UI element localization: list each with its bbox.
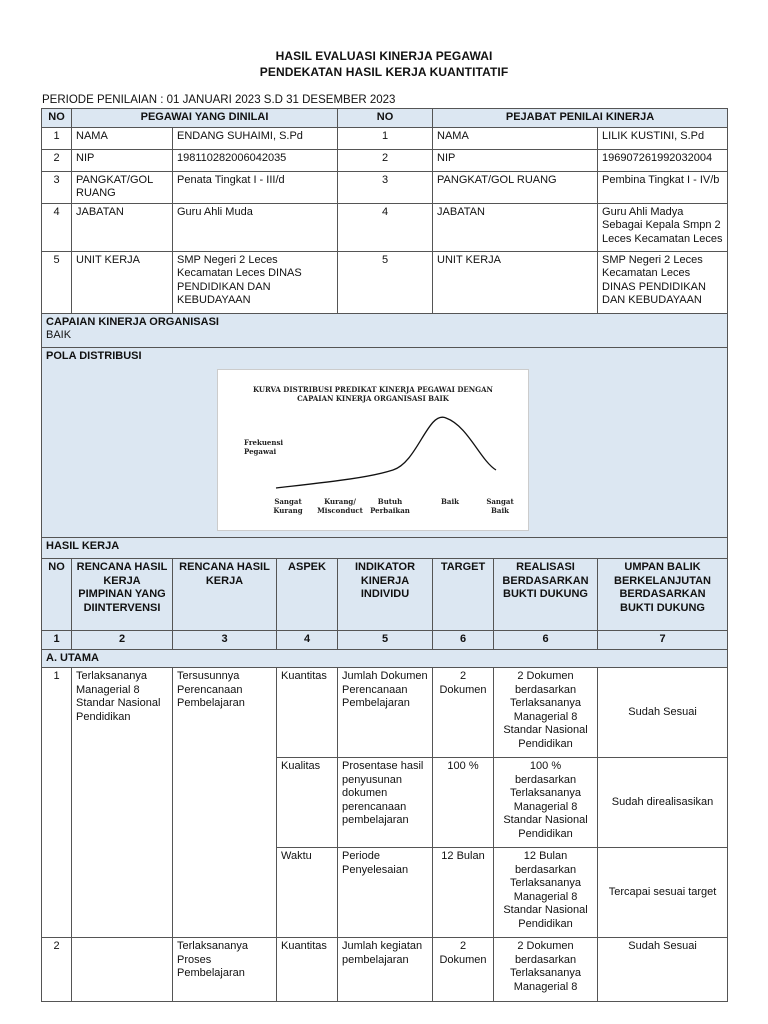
item-indikator: Jumlah kegiatan pembelajaran xyxy=(338,938,433,1002)
field-label: NAMA xyxy=(72,127,173,149)
pegawai-value: Guru Ahli Muda xyxy=(173,203,338,251)
item-umpan: Sudah direalisasikan xyxy=(598,758,728,848)
table-row xyxy=(42,938,728,1002)
section-a-row xyxy=(42,649,728,668)
col-rencana: RENCANA HASIL KERJA xyxy=(173,559,277,631)
item-realisasi: 2 Dokumen berdasarkan Terlaksananya Managerial 8 Standar Nasional Pendidikan xyxy=(494,668,598,758)
hasil-kerja-header-row xyxy=(42,559,728,631)
row-no: 3 xyxy=(42,171,72,203)
item-rencana: Tersusunnya Perencanaan Pembelajaran xyxy=(173,668,277,938)
capaian-cell xyxy=(42,313,728,347)
pegawai-value: Penata Tingkat I - III/d xyxy=(173,171,338,203)
x-tick-label: Sangat xyxy=(274,497,302,506)
row-no: 1 xyxy=(42,127,72,149)
col-pimpinan: RENCANA HASIL KERJA PIMPINAN YANG DIINTERVENSI xyxy=(72,559,173,631)
field-label: PANGKAT/GOL RUANG xyxy=(72,171,173,203)
capaian-row xyxy=(42,313,728,347)
distribution-curve xyxy=(276,417,496,488)
item-target: 100 % xyxy=(433,758,494,848)
col-no: NO xyxy=(42,559,72,631)
item-no: 2 xyxy=(42,938,72,1002)
x-tick-label: Kurang xyxy=(273,506,303,515)
item-aspek: Waktu xyxy=(277,848,338,938)
field-label-right: PANGKAT/GOL RUANG xyxy=(433,171,598,203)
period-text: PERIODE PENILAIAN : 01 JANUARI 2023 S.D 31 DESEMBER 2023 xyxy=(42,94,396,106)
distribution-chart xyxy=(217,369,529,531)
capaian-value: BAIK xyxy=(46,329,72,341)
x-tick-label: Butuh xyxy=(377,497,403,506)
col-aspek: ASPEK xyxy=(277,559,338,631)
pejabat-value: Guru Ahli Madya Sebagai Kepala Smpn 2 Leces Kecamatan Leces xyxy=(598,203,728,251)
item-aspek: Kuantitas xyxy=(277,938,338,1002)
row-no-right: 4 xyxy=(338,203,433,251)
x-tick-label: Baik xyxy=(491,506,509,515)
pola-cell xyxy=(42,347,728,538)
col-num: 7 xyxy=(598,631,728,650)
document-title: HASIL EVALUASI KINERJA PEGAWAI xyxy=(275,49,493,63)
col-realisasi: REALISASI BERDASARKAN BUKTI DUKUNG xyxy=(494,559,598,631)
pola-row xyxy=(42,347,728,538)
col-num: 4 xyxy=(277,631,338,650)
identity-row xyxy=(42,171,728,203)
item-pimpinan xyxy=(72,938,173,1002)
item-umpan: Sudah Sesuai xyxy=(598,938,728,1002)
y-axis-label: Frekuensi xyxy=(244,438,284,447)
row-no-right: 5 xyxy=(338,251,433,313)
row-no: 4 xyxy=(42,203,72,251)
field-label-right: UNIT KERJA xyxy=(433,251,598,313)
chart-title: KURVA DISTRIBUSI PREDIKAT KINERJA PEGAWAI DENGAN xyxy=(253,385,493,394)
item-target: 2 Dokumen xyxy=(433,668,494,758)
col-num: 3 xyxy=(173,631,277,650)
pegawai-value: ENDANG SUHAIMI, S.Pd xyxy=(173,127,338,149)
field-label-right: NIP xyxy=(433,149,598,171)
hasil-kerja-label: HASIL KERJA xyxy=(42,538,728,559)
col-num: 5 xyxy=(338,631,433,650)
row-no-right: 3 xyxy=(338,171,433,203)
item-pimpinan: Terlaksananya Managerial 8 Standar Nasional Pendidikan xyxy=(72,668,173,938)
x-tick-label: Sangat xyxy=(486,497,514,506)
y-axis-label: Pegawai xyxy=(244,447,277,456)
capaian-label: CAPAIAN KINERJA ORGANISASI xyxy=(46,315,219,328)
item-no: 1 xyxy=(42,668,72,938)
col-num: 6 xyxy=(494,631,598,650)
pejabat-value: 196907261992032004 xyxy=(598,149,728,171)
pegawai-value: SMP Negeri 2 Leces Kecamatan Leces DINAS PENDIDIKAN DAN KEBUDAYAAN xyxy=(173,251,338,313)
identity-header-row xyxy=(42,109,728,128)
item-umpan: Sudah Sesuai xyxy=(598,668,728,758)
item-indikator: Jumlah Dokumen Perencanaan Pembelajaran xyxy=(338,668,433,758)
item-realisasi: 2 Dokumen berdasarkan Terlaksananya Managerial 8 xyxy=(494,938,598,1002)
identity-row xyxy=(42,127,728,149)
pola-label: POLA DISTRIBUSI xyxy=(46,349,142,362)
row-no: 2 xyxy=(42,149,72,171)
item-realisasi: 12 Bulan berdasarkan Terlaksananya Managerial 8 Standar Nasional Pendidikan xyxy=(494,848,598,938)
item-aspek: Kualitas xyxy=(277,758,338,848)
section-a-label: A. UTAMA xyxy=(42,649,728,668)
row-no: 5 xyxy=(42,251,72,313)
hasil-kerja-row xyxy=(42,538,728,559)
x-tick-label: Kurang/ xyxy=(324,497,356,506)
pejabat-value: SMP Negeri 2 Leces Kecamatan Leces DINAS PENDIDIKAN DAN KEBUDAYAAN xyxy=(598,251,728,313)
identity-row xyxy=(42,149,728,171)
document-subtitle: PENDEKATAN HASIL KERJA KUANTITATIF xyxy=(259,65,509,79)
col-num: 6 xyxy=(433,631,494,650)
col-num: 2 xyxy=(72,631,173,650)
item-indikator: Prosentase hasil penyusunan dokumen perencanaan pembelajaran xyxy=(338,758,433,848)
identity-row xyxy=(42,251,728,313)
column-number-row xyxy=(42,631,728,650)
field-label-right: NAMA xyxy=(433,127,598,149)
evaluation-table xyxy=(41,108,728,1002)
chart-svg xyxy=(218,370,528,530)
field-label: JABATAN xyxy=(72,203,173,251)
item-realisasi: 100 % berdasarkan Terlaksananya Managerial 8 Standar Nasional Pendidikan xyxy=(494,758,598,848)
field-label: NIP xyxy=(72,149,173,171)
item-target: 2 Dokumen xyxy=(433,938,494,1002)
col-umpan: UMPAN BALIK BERKELANJUTAN BERDASARKAN BUKTI DUKUNG xyxy=(598,559,728,631)
x-tick-label: Perbaikan xyxy=(370,506,410,515)
item-aspek: Kuantitas xyxy=(277,668,338,758)
col-num: 1 xyxy=(42,631,72,650)
item-target: 12 Bulan xyxy=(433,848,494,938)
x-tick-label: Misconduct xyxy=(317,506,363,515)
pejabat-value: Pembina Tingkat I - IV/b xyxy=(598,171,728,203)
table-row xyxy=(42,668,728,758)
item-umpan: Tercapai sesuai target xyxy=(598,848,728,938)
row-no-right: 1 xyxy=(338,127,433,149)
field-label-right: JABATAN xyxy=(433,203,598,251)
pejabat-header: PEJABAT PENILAI KINERJA xyxy=(433,109,728,128)
pegawai-value: 198110282006042035 xyxy=(173,149,338,171)
no-header: NO xyxy=(42,109,72,128)
pejabat-value: LILIK KUSTINI, S.Pd xyxy=(598,127,728,149)
row-no-right: 2 xyxy=(338,149,433,171)
identity-row xyxy=(42,203,728,251)
col-target: TARGET xyxy=(433,559,494,631)
pegawai-header: PEGAWAI YANG DINILAI xyxy=(72,109,338,128)
item-indikator: Periode Penyelesaian xyxy=(338,848,433,938)
col-indikator: INDIKATOR KINERJA INDIVIDU xyxy=(338,559,433,631)
x-tick-label: Baik xyxy=(441,497,459,506)
chart-title: CAPAIAN KINERJA ORGANISASI BAIK xyxy=(297,394,449,403)
item-rencana: Terlaksananya Proses Pembelajaran xyxy=(173,938,277,1002)
field-label: UNIT KERJA xyxy=(72,251,173,313)
no-header-right: NO xyxy=(338,109,433,128)
